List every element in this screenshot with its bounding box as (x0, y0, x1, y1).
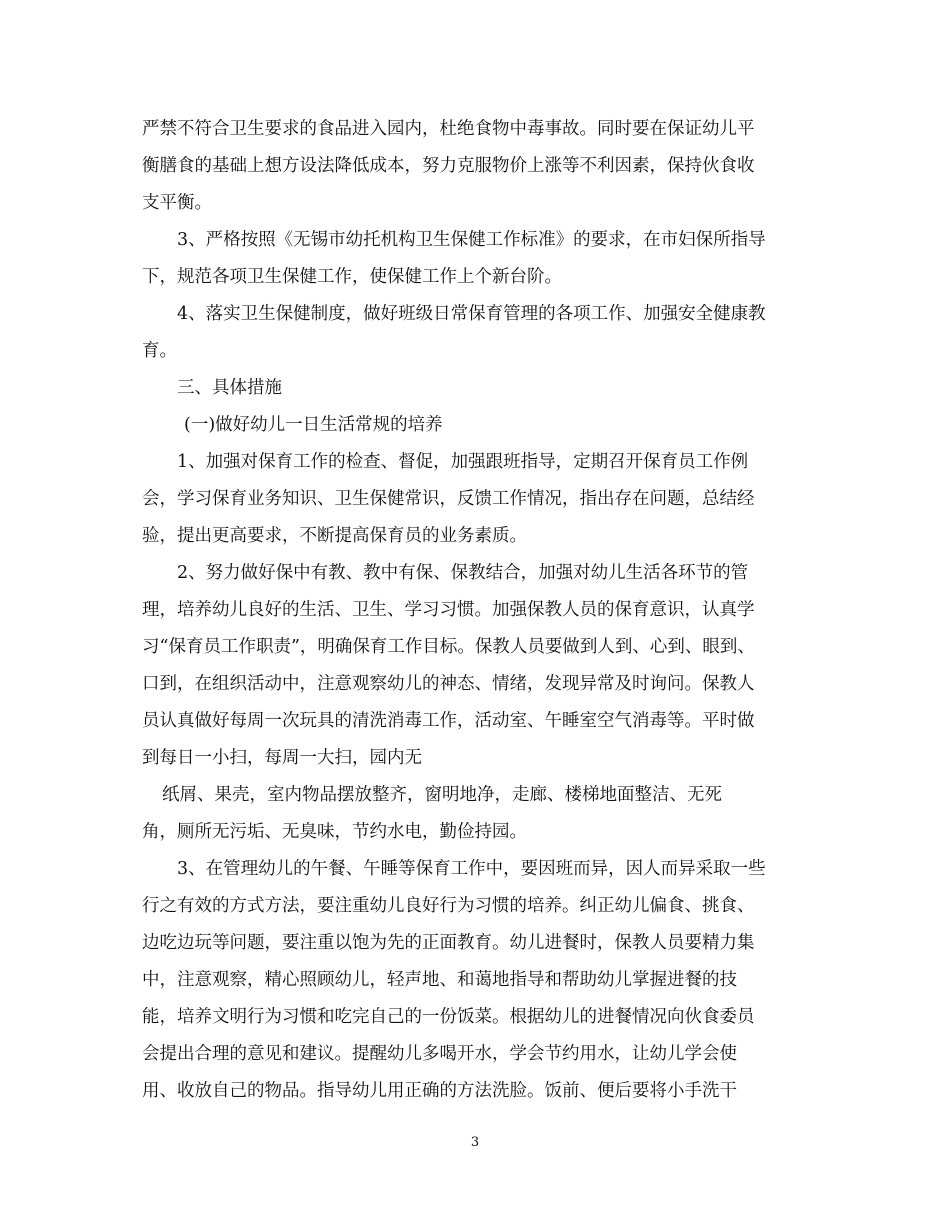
text-line: 验，提出更高要求，不断提高保育员的业务素质。 (142, 526, 527, 546)
text-line: 会提出合理的意见和建议。提醒幼儿多喝开水，学会节约用水，让幼儿学会使 (142, 1044, 737, 1064)
text-line: 4、落实卫生保健制度，做好班级日常保育管理的各项工作、加强安全健康教 (177, 304, 766, 324)
text-line: 习“保育员工作职责”，明确保育工作目标。保教人员要做到人到、心到、眼到、 (142, 637, 755, 657)
text-line: 2、努力做好保中有教、教中有保、保教结合，加强对幼儿生活各环节的管 (177, 563, 749, 583)
text-line: 支平衡。 (142, 193, 212, 213)
text-line: 育。 (142, 341, 177, 361)
text-line: 1、加强对保育工作的检查、督促，加强跟班指导，定期召开保育员工作例 (177, 452, 749, 472)
text-line: 理，培养幼儿良好的生活、卫生、学习习惯。加强保教人员的保育意识，认真学 (142, 600, 755, 620)
text-line: 纸屑、果壳，室内物品摆放整齐，窗明地净，走廊、楼梯地面整洁、无死 (162, 785, 722, 805)
text-line: 员认真做好每周一次玩具的清洗消毒工作，活动室、午睡室空气消毒等。平时做 (142, 711, 755, 731)
text-line: 3、在管理幼儿的午餐、午睡等保育工作中，要因班而异，因人而异采取一些 (177, 859, 766, 879)
text-line: 会，学习保育业务知识、卫生保健常识，反馈工作情况，指出存在问题，总结经 (142, 489, 755, 509)
page-number: 3 (470, 1135, 480, 1150)
subsection-heading: (一)做好幼儿一日生活常规的培养 (184, 415, 443, 435)
text-line: 严禁不符合卫生要求的食品进入园内，杜绝食物中毒事故。同时要在保证幼儿平 (142, 119, 755, 139)
text-line: 口到，在组织活动中，注意观察幼儿的神态、情绪，发现异常及时询问。保教人 (142, 674, 755, 694)
text-line: 3、严格按照《无锡市幼托机构卫生保健工作标准》的要求，在市妇保所指导 (177, 230, 766, 250)
text-line: 行之有效的方式方法，要注重幼儿良好行为习惯的培养。纠正幼儿偏食、挑食、 (142, 896, 755, 916)
text-line: 能，培养文明行为习惯和吃完自己的一份饭菜。根据幼儿的进餐情况向伙食委员 (142, 1007, 755, 1027)
text-line: 中，注意观察，精心照顾幼儿，轻声地、和蔼地指导和帮助幼儿掌握进餐的技 (142, 970, 737, 990)
text-line: 角，厕所无污垢、无臭味，节约水电，勤俭持园。 (142, 822, 527, 842)
section-heading: 三、具体措施 (177, 378, 282, 398)
text-line: 衡膳食的基础上想方设法降低成本，努力克服物价上涨等不利因素，保持伙食收 (142, 156, 755, 176)
text-line: 边吃边玩等问题，要注重以饱为先的正面教育。幼儿进餐时，保教人员要精力集 (142, 933, 755, 953)
text-line: 下，规范各项卫生保健工作，使保健工作上个新台阶。 (142, 267, 562, 287)
text-line: 用、收放自己的物品。指导幼儿用正确的方法洗脸。饭前、便后要将小手洗干 (142, 1081, 737, 1101)
text-line: 到每日一小扫，每周一大扫，园内无 (142, 748, 422, 768)
